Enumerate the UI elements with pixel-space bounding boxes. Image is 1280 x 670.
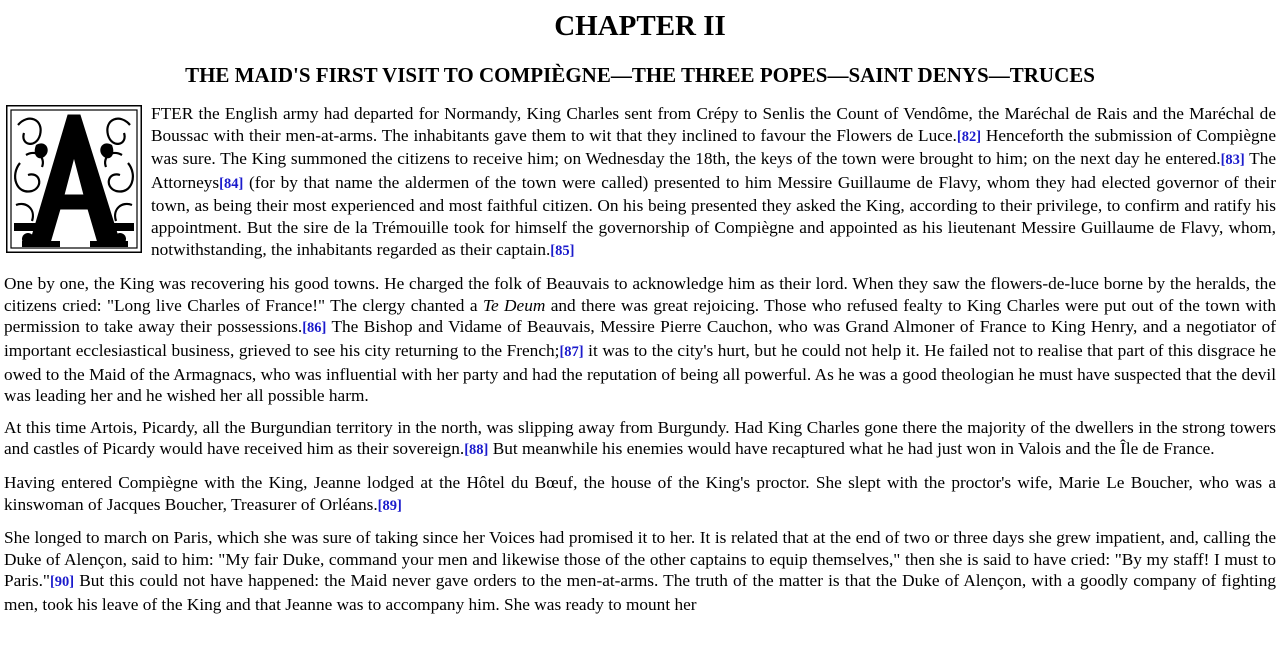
chapter-body [0, 103, 1280, 615]
paragraph-3-text-1: At this time Artois, Picardy, all the Burgundian territory in the north, was slipping away from Burgundy. Had King Charles gone there the majority of the dwellers in the strong towers and castles of Picardy would have received him as their sovereign. [4, 417, 1276, 459]
paragraph-1-text-1: FTER the English army had departed for Normandy, King Charles sent from Crépy to Senlis the Count of Vendôme, the Maréchal de Rais and the Maréchal de Boussac with their men-at-arms. The inhabitants gave them to wit that they inclined to favour the Flowers de Luce. [151, 104, 1276, 145]
paragraph-2 [4, 273, 1276, 407]
chapter-heading: CHAPTER II [554, 10, 726, 42]
footnote-link-86[interactable]: [86] [302, 320, 327, 337]
paragraph-2-text-3: The Bishop and Vidame of Beauvais, Messire Pierre Cauchon, who was Grand Almoner of France to King Henry, and a negotiator of important ecclesiastical business, grieved to see his city returning to the French; [4, 317, 1276, 360]
paragraph-2-text-2: and there was great rejoicing. Those who refused fealty to King Charles were put out of the town with permission to take away their possessions. [4, 295, 1276, 337]
paragraph-5-text-1: She longed to march on Paris, which she was sure of taking since her Voices had promised it to her. It is related that at the end of two or three days she grew impatient, and, calling the Duke of Alençon, said to him: "My fair Duke, command your men and likewise those of the other captains to equip themselves," then she is said to have cried: "By my staff! I must to Paris." [4, 528, 1276, 591]
paragraph-4 [4, 472, 1276, 517]
paragraph-3-text-2: But meanwhile his enemies would have recaptured what he had just won in Valois and the Île de France. [488, 439, 1215, 459]
footnote-link-89[interactable]: [89] [377, 497, 402, 514]
footnote-link-85[interactable]: [85] [550, 242, 575, 259]
chapter-subtitle: THE MAID'S FIRST VISIT TO COMPIÈGNE—THE THREE POPES—SAINT DENYS—TRUCES [185, 63, 1095, 87]
paragraph-2-italic: Te Deum [482, 295, 546, 315]
footnote-link-88[interactable]: [88] [464, 442, 489, 459]
paragraph-1-text-2: Henceforth the submission of Compiègne was sure. The King summoned the citizens to receive him; on Wednesday the 18th, the keys of the town were brought to him; on the next day he entered. [151, 125, 1276, 169]
footnote-link-90[interactable]: [90] [49, 574, 75, 591]
footnote-link-87[interactable]: [87] [559, 343, 584, 360]
paragraph-1 [4, 103, 1276, 262]
footnote-link-82[interactable]: [82] [956, 128, 982, 145]
drop-cap-A-icon [6, 105, 142, 253]
paragraph-5-text-2: But this could not have happened: the Maid never gave orders to the men-at-arms. The truth of the matter is that the Duke of Alençon, with a goodly company of fighting men, took his leave of the King and that Jeanne was to accompany him. She was ready to mount her [4, 571, 1276, 614]
paragraph-1-text-3: The Attorneys [151, 149, 1277, 192]
footnote-link-83[interactable]: [83] [1220, 152, 1245, 169]
paragraph-5 [4, 527, 1276, 615]
paragraph-1-text-4: (for by that name the aldermen of the town were called) presented to him Messire Guillaume de Flavy, whom they had elected governor of their town, as being their most experienced and most faithful citizen. On his being presented they asked the King, according to their privilege, to confirm and ratify his appointment. But the sire de la Trémouille took for himself the governorship of Compiègne and appointed as his lieutenant Messire Guillaume de Flavy, whom, notwithstanding, the inhabitants regarded as their captain. [151, 172, 1276, 259]
paragraph-2-text-4: it was to the city's hurt, but he could not help it. He failed not to realise that part of this disgrace he owed to the Maid of the Armagnacs, who was influential with her party and had the reputation of being all powerful. As he was a good theologian he must have suspected that the devil was leading her and he wished her all possible harm. [4, 340, 1276, 406]
paragraph-2-text-1: One by one, the King was recovering his good towns. He charged the folk of Beauvais to acknowledge him as their lord. When they saw the flowers-de-luce borne by the heralds, the citizens cried: "Long live Charles of France!" The clergy chanted a [4, 274, 1276, 315]
paragraph-3 [4, 417, 1276, 462]
paragraph-4-text-1: Having entered Compiègne with the King, Jeanne lodged at the Hôtel du Bœuf, the house of the King's proctor. She slept with the proctor's wife, Marie Le Boucher, who was a kinswoman of Jacques Boucher, Treasurer of Orléans. [4, 472, 1276, 514]
footnote-link-84[interactable]: [84] [219, 175, 244, 192]
